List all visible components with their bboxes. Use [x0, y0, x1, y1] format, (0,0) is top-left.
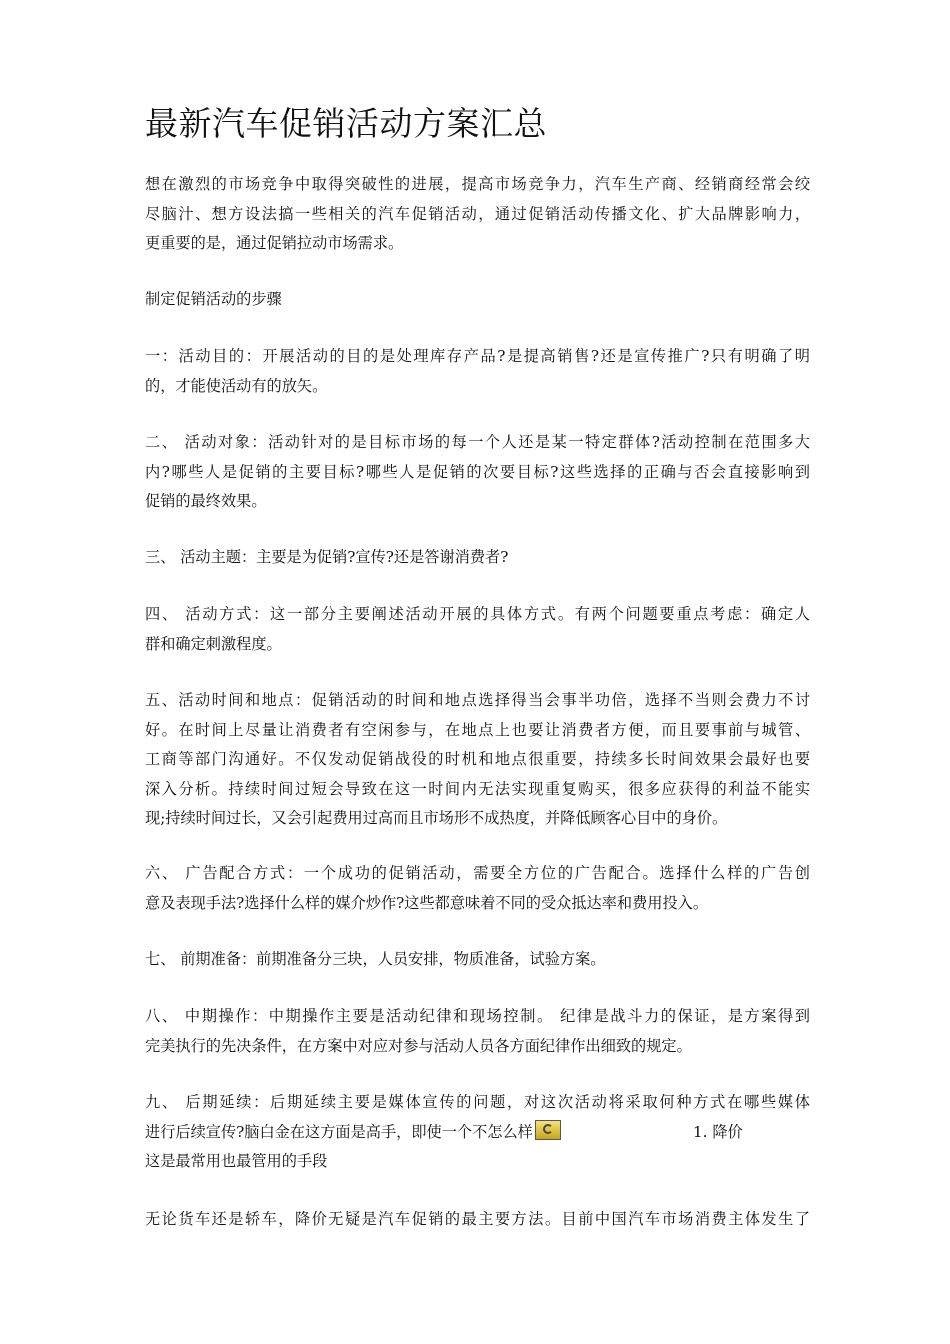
step-1-paragraph — [145, 342, 810, 401]
step-8-line: 完美执行的先决条件，在方案中对应对参与活动人员各方面纪律作出细致的规定。 — [145, 1036, 692, 1055]
step-6-line: 六、 广告配合方式：一个成功的促销活动，需要全方位的广告配合。选择什么样的广告创 — [145, 864, 810, 882]
step-5-line: 现;持续时间过长，又会引起费用过高而且市场形不成热度，并降低顾客心目中的身价。 — [145, 809, 728, 827]
step-7-line: 七、 前期准备：前期准备分三块，人员安排，物质准备，试验方案。 — [145, 950, 606, 968]
step-2-line: 促销的最终效果。 — [145, 492, 267, 510]
step-7-paragraph — [145, 945, 810, 975]
step-5-line: 好。在时间上尽量让消费者有空闲参与，在地点上也要让消费者方便，而且要事前与城管、 — [145, 720, 810, 739]
step-4-line: 四、 活动方式：这一部分主要阐述活动开展的具体方式。有两个问题要重点考虑：确定人 — [145, 605, 810, 623]
steps-heading-text: 制定促销活动的步骤 — [145, 290, 282, 308]
step-5-paragraph — [145, 686, 810, 834]
intro-line: 想在激烈的市场竞争中取得突破性的进展，提高市场竞争力，汽车生产商、经销商经常会绞 — [145, 175, 810, 193]
step-4-paragraph — [145, 600, 810, 659]
page-title: 最新汽车促销活动方案汇总 — [145, 104, 547, 143]
steps-heading — [145, 285, 810, 315]
step-2-line: 二、 活动对象：活动针对的是目标市场的每一个人还是某一特定群体?活动控制在范围多大 — [145, 433, 810, 451]
step-5-line: 工商等部门沟通好。不仅发动促销战役的时机和地点很重要，持续多长时间效果会最好也要 — [145, 750, 810, 768]
intro-line: 更重要的是，通过促销拉动市场需求。 — [145, 234, 404, 252]
step-3-paragraph — [145, 543, 810, 573]
step-6-line: 意及表现手法?选择什么样的媒介炒作?这些都意味着不同的受众抵达率和费用投入。 — [145, 893, 709, 912]
step-2-paragraph — [145, 428, 810, 517]
price-cut-paragraph — [145, 1205, 810, 1235]
intro-paragraph — [145, 170, 810, 259]
price-cut-line: 无论货车还是轿车，降价无疑是汽车促销的最主要方法。目前中国汽车市场消费主体发生了 — [145, 1210, 810, 1228]
step-1-line: 一：活动目的：开展活动的目的是处理库存产品?是提高销售?还是宣传推广?只有明确了明 — [145, 347, 810, 365]
step-5-line: 五、活动时间和地点：促销活动的时间和地点选择得当会事半功倍，选择不当则会费力不讨 — [145, 691, 810, 709]
step-4-line: 群和确定刺激程度。 — [145, 634, 282, 653]
step-8-paragraph — [145, 1002, 810, 1061]
step-3-line: 三、 活动主题：主要是为促销?宣传?还是答谢消费者? — [145, 548, 509, 566]
price-cut-description: 这是最常用也最管用的手段 — [145, 1152, 328, 1170]
step-9-line-row — [145, 1118, 810, 1148]
step-9-paragraph — [145, 1088, 810, 1177]
step-6-paragraph — [145, 859, 810, 918]
step-1-line: 的，才能使活动有的放矢。 — [145, 376, 328, 395]
step-9-line: 九、 后期延续：后期延续主要是媒体宣传的问题，对这次活动将采取何种方式在哪些媒体 — [145, 1093, 810, 1111]
step-8-line: 八、 中期操作：中期操作主要是活动纪律和现场控制。 纪律是战斗力的保证，是方案得到 — [145, 1007, 810, 1025]
intro-line: 尽脑汁、想方设法搞一些相关的汽车促销活动，通过促销活动传播文化、扩大品牌影响力， — [145, 204, 810, 223]
step-9-line: 进行后续宣传?脑白金在这方面是高手，即使一个不怎么样 — [145, 1122, 533, 1141]
step-2-line: 内?哪些人是促销的主要目标?哪些人是促销的次要目标?这些选择的正确与否会直接影响到 — [145, 462, 810, 481]
step-5-line: 深入分析。持续时间过短会导致在这一时间内无法实现重复购买，很多应获得的利益不能实 — [145, 779, 810, 798]
embedded-object-icon[interactable] — [535, 1120, 561, 1140]
price-cut-heading: 1. 降价 — [693, 1122, 743, 1141]
